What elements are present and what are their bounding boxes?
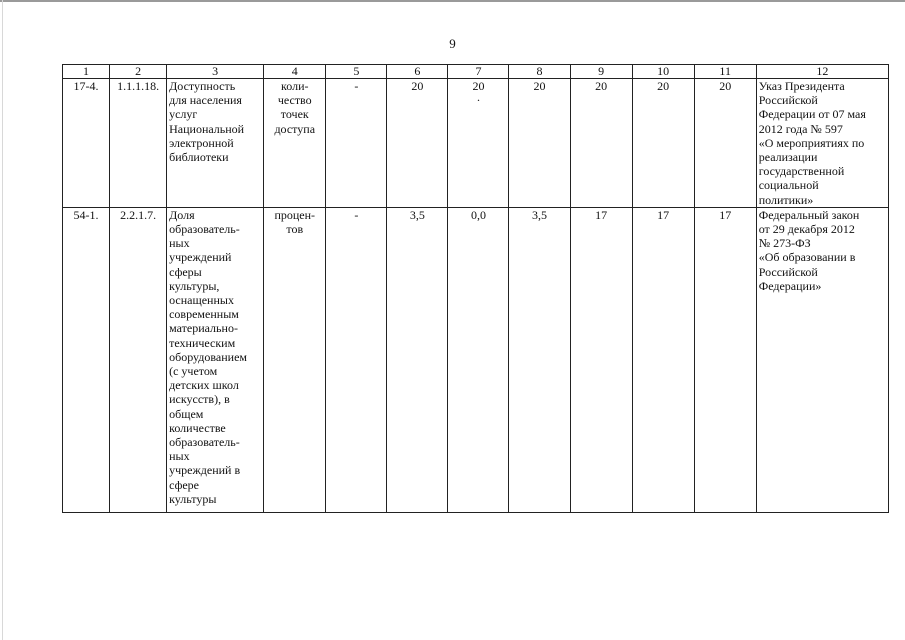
- text-line: искусств), в: [169, 392, 230, 407]
- value-col-11: 20: [694, 79, 756, 208]
- value-col-8: 20: [509, 79, 570, 208]
- text-line: Российской: [758, 93, 818, 108]
- text-line: услуг: [169, 107, 198, 122]
- row-code: 1.1.1.18.: [110, 79, 167, 208]
- text-line: количестве: [169, 420, 226, 435]
- row-number: 17-4.: [63, 79, 110, 208]
- indicator-table: [62, 64, 889, 513]
- text-line: чество: [277, 93, 312, 108]
- text-line: электронной: [169, 135, 234, 150]
- col-header-8: 8: [509, 65, 570, 79]
- col-header-1: 1: [63, 65, 110, 79]
- text-line: № 273-ФЗ: [758, 236, 811, 251]
- text-line: (с учетом: [169, 364, 218, 379]
- value-col-9: 17: [570, 207, 632, 512]
- column-number-row: [63, 65, 889, 79]
- text-line: коли-: [281, 79, 309, 93]
- text-line: Доля: [169, 207, 195, 222]
- col-header-10: 10: [632, 65, 694, 79]
- text-line: оборудованием: [169, 349, 248, 364]
- table-row: [63, 207, 889, 512]
- col-header-11: 11: [694, 65, 756, 79]
- value-col-9: 20: [570, 79, 632, 208]
- text-line: тов: [286, 222, 304, 237]
- text-line: «О мероприятиях по: [758, 135, 865, 150]
- value-col-6: 3,5: [387, 207, 448, 512]
- value-col-7: [448, 79, 509, 208]
- row-code: 2.2.1.7.: [110, 207, 167, 512]
- text-line: ных: [169, 449, 190, 464]
- text-line: социальной: [758, 178, 819, 193]
- col-header-6: 6: [387, 65, 448, 79]
- text-line: Федеральный закон: [758, 207, 860, 222]
- legal-basis: [756, 207, 888, 512]
- text-line: культуры,: [169, 278, 220, 293]
- col-header-5: 5: [326, 65, 387, 79]
- scan-left-edge: [2, 0, 3, 640]
- text-line: оснащенных: [169, 293, 234, 308]
- text-line: точек: [280, 107, 309, 122]
- text-line: Доступность: [169, 79, 236, 93]
- text-line: политики»: [758, 192, 814, 207]
- value-text: 20: [472, 79, 485, 93]
- value-col-7: 0,0: [448, 207, 509, 512]
- text-line: материально-: [169, 321, 238, 336]
- text-line: 2012 года № 597: [758, 121, 843, 136]
- text-line: ных: [169, 236, 190, 251]
- text-line: образователь-: [169, 435, 240, 450]
- text-line: доступа: [274, 121, 316, 136]
- value-col-10: 17: [632, 207, 694, 512]
- text-line: библиотеки: [169, 150, 229, 165]
- page-number: 9: [449, 36, 456, 51]
- scan-mark: .: [476, 90, 480, 105]
- text-line: «Об образовании в: [758, 250, 856, 265]
- text-line: учреждений: [169, 250, 232, 265]
- text-line: Указ Президента: [758, 79, 845, 93]
- indicator-name: [167, 79, 264, 208]
- unit: [264, 79, 326, 208]
- text-line: Федерации»: [758, 278, 822, 293]
- value-col-11: 17: [694, 207, 756, 512]
- legal-basis: [756, 79, 888, 208]
- text-line: детских школ: [169, 378, 239, 393]
- text-line: культуры: [169, 491, 217, 506]
- col-header-9: 9: [570, 65, 632, 79]
- text-line: для населения: [169, 93, 242, 108]
- col-header-2: 2: [110, 65, 167, 79]
- text-line: Федерации от 07 мая: [758, 107, 866, 122]
- text-line: государственной: [758, 164, 845, 179]
- indicator-name: [167, 207, 264, 512]
- text-line: Национальной: [169, 121, 245, 136]
- col-header-12: 12: [756, 65, 888, 79]
- col-header-3: 3: [167, 65, 264, 79]
- text-line: современным: [169, 307, 239, 322]
- scan-top-edge: [0, 0, 905, 2]
- unit: [264, 207, 326, 512]
- text-line: сферы: [169, 264, 202, 279]
- text-line: процен-: [274, 207, 316, 222]
- text-line: техническим: [169, 335, 236, 350]
- row-number: 54-1.: [63, 207, 110, 512]
- value-col-8: 3,5: [509, 207, 570, 512]
- text-line: от 29 декабря 2012: [758, 222, 855, 237]
- text-line: реализации: [758, 150, 818, 165]
- text-line: учреждений в: [169, 463, 241, 478]
- text-line: Российской: [758, 264, 818, 279]
- value-col-5: -: [326, 207, 387, 512]
- value-col-5: -: [326, 79, 387, 208]
- text-line: сфере: [169, 477, 200, 492]
- col-header-4: 4: [264, 65, 326, 79]
- col-header-7: 7: [448, 65, 509, 79]
- text-line: образователь-: [169, 222, 240, 237]
- value-col-10: 20: [632, 79, 694, 208]
- table-row: [63, 79, 889, 208]
- text-line: общем: [169, 406, 204, 421]
- value-col-6: 20: [387, 79, 448, 208]
